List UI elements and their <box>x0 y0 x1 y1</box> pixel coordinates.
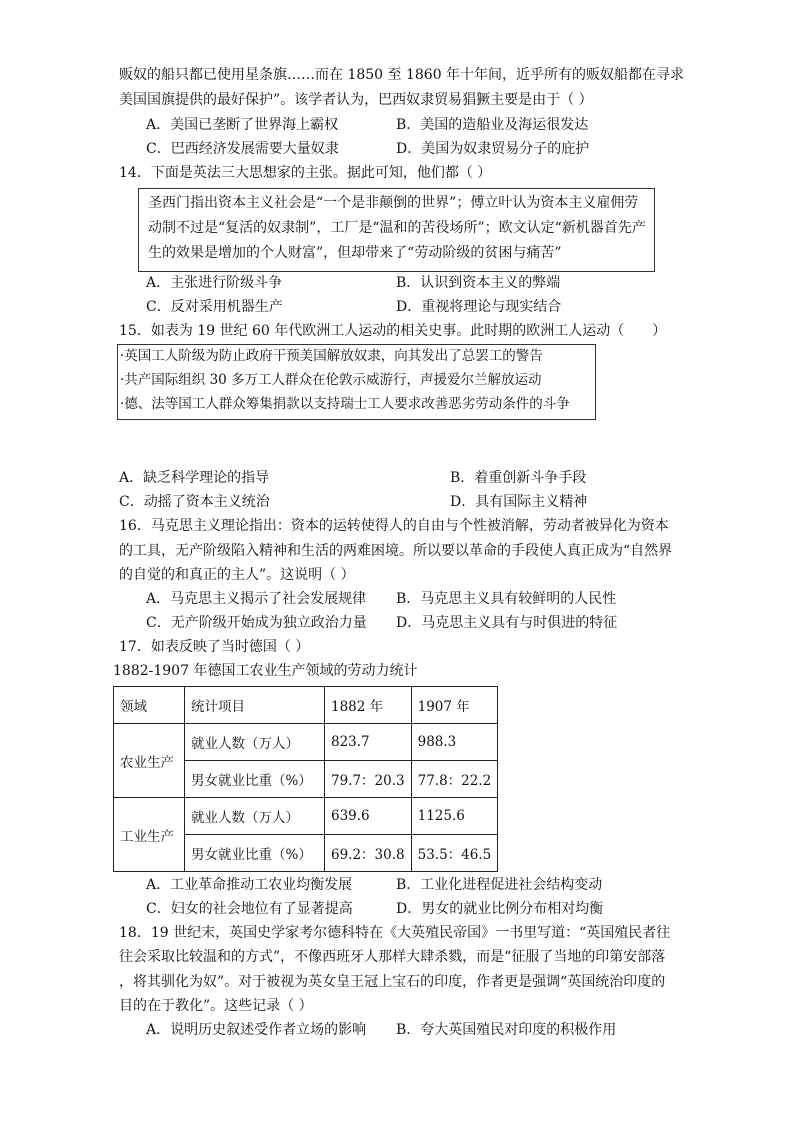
header-item: 统计项目 <box>185 687 325 724</box>
q15-event-line2: ·共产国际组织 30 多万工人群众在伦敦示威游行，声援爱尔兰解放运动 <box>120 372 542 388</box>
q18-option-a[interactable]: A．说明历史叙述受作者立场的影响 <box>146 1022 367 1038</box>
q14-quote-line2: 动制不过是“复活的奴隶制”，工厂是“温和的苦役场所”；欧文认定“新机器首先产 <box>148 220 646 236</box>
table-cell-item: 男女就业比重（%） <box>185 835 325 872</box>
table-cell-1907: 1125.6 <box>411 798 498 835</box>
q14-option-a[interactable]: A．主张进行阶级斗争 <box>146 275 283 291</box>
table-cell-1882: 823.7 <box>325 724 412 761</box>
q13-option-d[interactable]: D．美国为奴隶贸易分子的庇护 <box>396 141 590 157</box>
q15-option-a[interactable]: A．缺乏科学理论的指导 <box>119 470 270 486</box>
q13-text-line1: 贩奴的船只都已使用星条旗……而在 1850 至 1860 年十年间，近乎所有的贩奴船都在寻求 <box>119 67 685 83</box>
q13-option-a[interactable]: A．美国已垄断了世界海上霸权 <box>146 117 339 133</box>
q16-text-line1: 16．马克思主义理论指出：资本的运转使得人的自由与个性被消解，劳动者被异化为资本 <box>119 518 669 534</box>
table-cell-1907: 988.3 <box>411 724 498 761</box>
q16-option-a[interactable]: A．马克思主义揭示了社会发展规律 <box>146 591 367 607</box>
q17-stem: 17．如表反映了当时德国（ ） <box>119 639 310 655</box>
q14-option-c[interactable]: C．反对采用机器生产 <box>146 299 283 315</box>
q18-text-line4: 目的在于教化”。这些记录（ ） <box>119 998 313 1014</box>
q16-option-d[interactable]: D．马克思主义具有与时俱进的特征 <box>396 615 618 631</box>
table-cell-item: 就业人数（万人） <box>185 798 325 835</box>
q17-option-b[interactable]: B．工业化进程促进社会结构变动 <box>396 877 603 893</box>
q15-option-c[interactable]: C．动摇了资本主义统治 <box>119 494 270 510</box>
q18-text-line2: 往会采取比较温和的方式”，不像西班牙人那样大肆杀戮，而是“征服了当地的印第安部落 <box>119 949 666 965</box>
table-cell-1907: 53.5：46.5 <box>411 835 498 872</box>
table-cell-item: 男女就业比重（%） <box>185 761 325 798</box>
q14-option-b[interactable]: B．认识到资本主义的弊端 <box>396 275 561 291</box>
q18-text-line3: ，将其驯化为奴”。对于被视为英女皇王冠上宝石的印度，作者更是强调“英国统治印度的 <box>119 974 666 990</box>
q17-option-c[interactable]: C．妇女的社会地位有了显著提高 <box>146 901 353 917</box>
labor-statistics-table <box>113 686 498 872</box>
q13-option-b[interactable]: B．美国的造船业及海运很发达 <box>396 117 589 133</box>
header-1907: 1907 年 <box>411 687 498 724</box>
q16-text-line3: 的自觉的和真正的主人”。这说明（ ） <box>119 567 355 583</box>
q14-stem: 14．下面是英法三大思想家的主张。据此可知，他们都（ ） <box>119 165 492 181</box>
q15-event-line3: ·德、法等国工人群众筹集捐款以支持瑞士工人要求改善恶劣劳动条件的斗争 <box>120 396 570 412</box>
q14-quote-box <box>138 188 655 272</box>
table-cell-1882: 79.7：20.3 <box>325 761 412 798</box>
q16-option-b[interactable]: B．马克思主义具有较鲜明的人民性 <box>396 591 617 607</box>
q15-stem: 15．如表为 19 世纪 60 年代欧洲工人运动的相关史事。此时期的欧洲工人运动（ ） <box>119 323 667 339</box>
table-cell-item: 就业人数（万人） <box>185 724 325 761</box>
q18-text-line1: 18．19 世纪末，英国史学家考尔德科特在《大英殖民帝国》一书里写道：“英国殖民者往 <box>119 925 671 941</box>
q15-events-box <box>117 344 596 420</box>
domain-industry: 工业生产 <box>114 798 185 872</box>
table-row <box>114 798 498 835</box>
q13-text-line2: 美国国旗提供的最好保护”。该学者认为，巴西奴隶贸易猖獗主要是由于（ ） <box>119 92 593 108</box>
table-row <box>114 724 498 761</box>
q17-option-a[interactable]: A．工业革命推动工农业均衡发展 <box>146 877 353 893</box>
q16-text-line2: 的工具，无产阶级陷入精神和生活的两难困境。所以要以革命的手段使人真正成为“自然界 <box>119 543 673 559</box>
q18-option-b[interactable]: B．夸大英国殖民对印度的积极作用 <box>396 1022 617 1038</box>
q15-event-line1: ·英国工人阶级为防止政府干预美国解放奴隶，向其发出了总罢工的警告 <box>120 348 543 364</box>
header-domain: 领域 <box>114 687 185 724</box>
q17-option-d[interactable]: D．男女的就业比例分布相对均衡 <box>396 901 604 917</box>
q15-option-b[interactable]: B．着重创新斗争手段 <box>450 470 587 486</box>
domain-agriculture: 农业生产 <box>114 724 185 798</box>
q17-table-title: 1882-1907 年德国工农业生产领域的劳动力统计 <box>113 663 418 679</box>
q15-option-d[interactable]: D．具有国际主义精神 <box>450 494 588 510</box>
table-cell-1882: 639.6 <box>325 798 412 835</box>
q14-quote-line1: 圣西门指出资本主义社会是“一个是非颠倒的世界”；傅立叶认为资本主义雇佣劳 <box>148 195 639 211</box>
table-cell-1907: 77.8：22.2 <box>411 761 498 798</box>
table-cell-1882: 69.2：30.8 <box>325 835 412 872</box>
header-1882: 1882 年 <box>325 687 412 724</box>
q14-option-d[interactable]: D．重视将理论与现实结合 <box>396 299 562 315</box>
q13-option-c[interactable]: C．巴西经济发展需要大量奴隶 <box>146 141 339 157</box>
table-header-row <box>114 687 498 724</box>
q14-quote-line3: 生的效果是增加的个人财富”，但却带来了“劳动阶级的贫困与痛苦” <box>148 245 562 261</box>
q16-option-c[interactable]: C．无产阶级开始成为独立政治力量 <box>146 615 367 631</box>
